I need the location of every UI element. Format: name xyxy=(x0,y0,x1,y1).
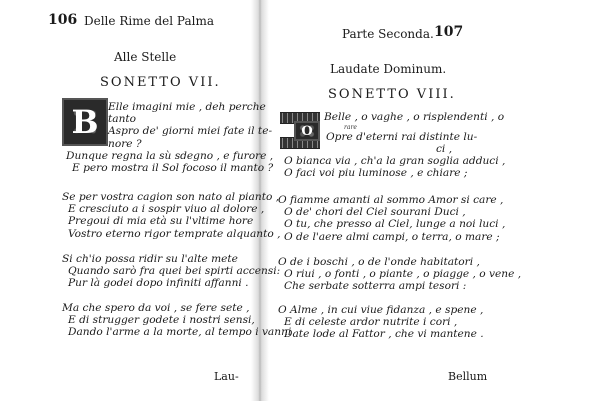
right-stanza-2 xyxy=(278,194,505,243)
left-stanza-1a xyxy=(108,101,272,150)
right-page-number: 107 xyxy=(434,24,464,40)
verse-line: ci , xyxy=(436,143,453,156)
verse-line: E pero mostra il Sol focoso il manto ? xyxy=(72,162,274,175)
verse-line: O fiamme amanti al sommo Amor si care , xyxy=(278,194,504,206)
verse-line: Pregoui di mia età su l'vltime hore xyxy=(68,215,254,228)
right-page xyxy=(278,0,602,401)
left-stanza-1b xyxy=(66,150,273,174)
verse-line: Vostro eterno rigor temprate alquanto , xyxy=(68,227,281,240)
left-stanza-3 xyxy=(62,253,280,290)
verse-line: tanto xyxy=(108,113,137,126)
verse-line: O bianca via , ch'a la gran soglia adduci , xyxy=(284,155,506,167)
verse-line: O de i boschi , o de l'onde habitatori , xyxy=(278,256,480,268)
verse-line: Dunque regna la sù sdegno , e furore , xyxy=(66,150,274,162)
right-dropcap xyxy=(294,121,320,141)
right-poem-title: Laudate Dominum. xyxy=(330,62,447,76)
left-catchword: Lau- xyxy=(214,370,239,383)
right-stanza-1c xyxy=(284,155,505,179)
verse-line: E cresciuto a i sospir viuo al dolore , xyxy=(68,203,265,216)
right-margin-note: rare xyxy=(344,124,357,131)
right-stanza-4 xyxy=(278,304,484,341)
right-dropcap-letter: O xyxy=(296,123,318,139)
verse-line: O riui , o fonti , o piante , o piagge , o vene , xyxy=(284,268,522,281)
verse-line: O de' chori del Ciel sourani Duci , xyxy=(284,206,466,219)
right-stanza-1b xyxy=(326,131,477,155)
verse-line: Aspro de' giorni miei fate il te- xyxy=(108,125,273,138)
right-stanza-3 xyxy=(278,256,521,293)
left-running-head: Delle Rime del Palma xyxy=(84,14,214,28)
left-page-number: 106 xyxy=(48,12,78,28)
verse-line: O tu, che presso al Ciel, lunge a noi luci , xyxy=(284,218,506,231)
right-sonnet-label: SONETTO VIII. xyxy=(328,87,456,102)
right-stanza-1a xyxy=(324,111,504,123)
verse-line: Che serbate sotterra ampi tesori : xyxy=(284,280,467,293)
verse-line: Date lode al Fattor , che vi mantene . xyxy=(284,328,484,341)
left-poem-title: Alle Stelle xyxy=(114,50,177,64)
verse-line: Elle imagini mie , deh perche xyxy=(108,101,266,113)
verse-line: Si ch'io possa ridir su l'alte mete xyxy=(62,253,238,265)
verse-line: Pur là godei dopo infiniti affanni . xyxy=(68,277,249,290)
left-dropcap-letter: B xyxy=(64,100,106,144)
verse-line: E di celeste ardor nutrite i cori , xyxy=(284,316,458,329)
verse-line: Quando sarò fra quei bei spirti accensi: xyxy=(68,265,281,278)
verse-line: Belle , o vaghe , o risplendenti , o xyxy=(324,111,505,123)
verse-line: Opre d'eterni rai distinte lu- xyxy=(326,131,478,143)
left-dropcap xyxy=(62,98,108,146)
verse-line: Ma che spero da voi , se fere sete , xyxy=(62,302,250,314)
verse-line: nore ? xyxy=(108,137,142,150)
verse-line: Dando l'arme a la morte, al tempo i vanni xyxy=(68,326,292,339)
verse-line: E di strugger godete i nostri sensi, xyxy=(68,314,255,327)
left-page xyxy=(0,0,300,401)
left-stanza-2 xyxy=(62,191,280,240)
verse-line: O de l'aere almi campi, o terra, o mare ; xyxy=(284,230,500,243)
verse-line: O Alme , in cui viue fidanza , e spene , xyxy=(278,304,484,316)
verse-line: O faci voi piu luminose , e chiare ; xyxy=(284,167,468,180)
right-running-head: Parte Seconda. xyxy=(342,27,434,41)
left-sonnet-label: SONETTO VII. xyxy=(100,75,221,90)
verse-line: Se per vostra cagion son nato al pianto , xyxy=(62,191,280,203)
right-catchword: Bellum xyxy=(448,370,488,383)
left-stanza-4 xyxy=(62,302,291,339)
